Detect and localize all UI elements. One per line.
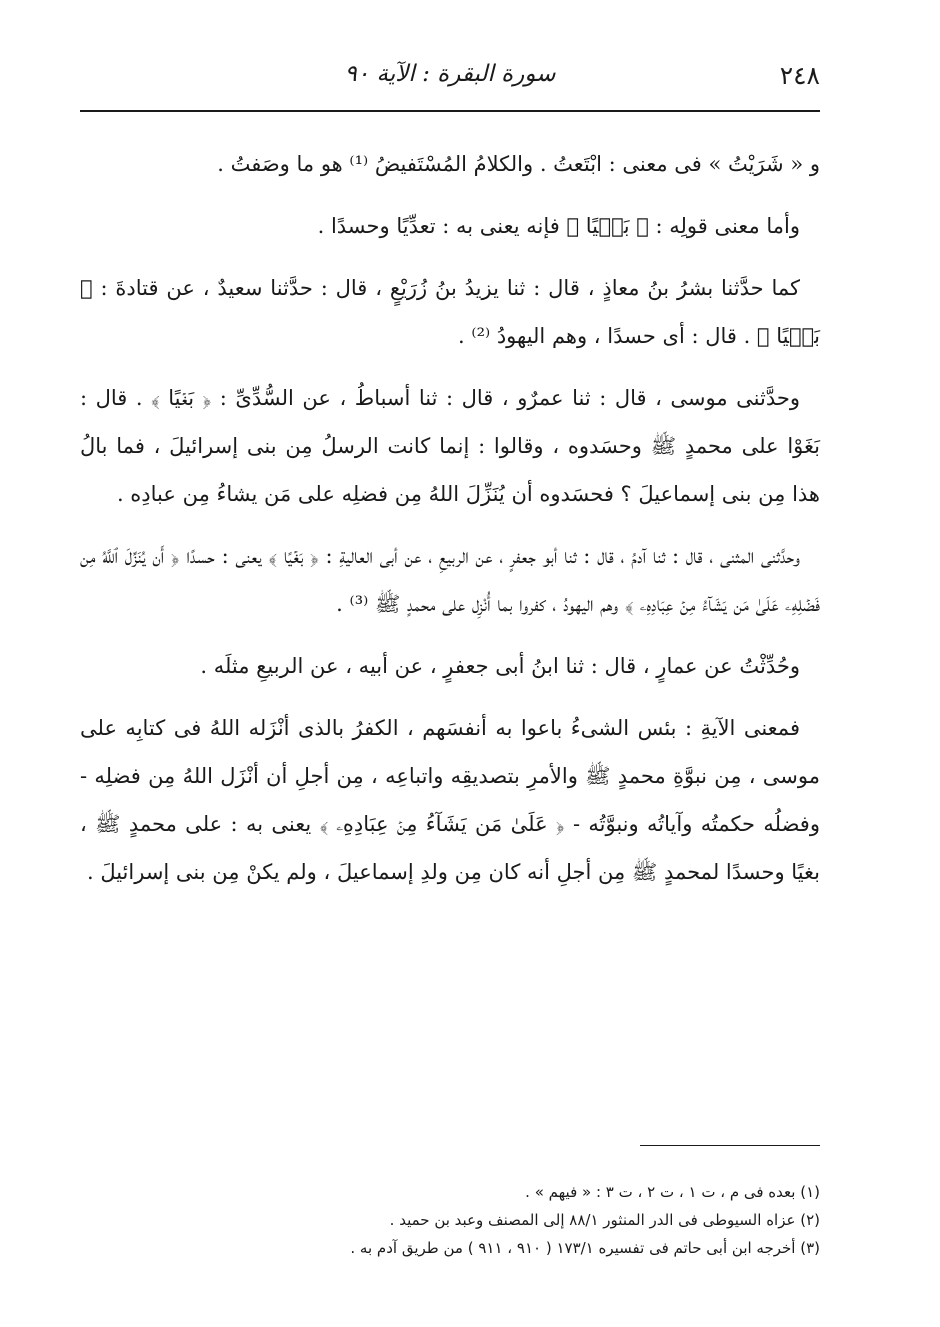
footnote: (٢) عزاه السيوطى فى الدر المنثور ٨٨/١ إلى المصنف وعبد بن حميد . [389, 1211, 820, 1229]
paragraph: وحدَّثنى المثنى ، قال : ثنا آدمُ ، قال : ثنا أبو جعفرٍ ، عن الربيعِ ، عن أبى العاليةِ : ﴿ بَغۡيًا ﴾ يعنى : حسدًا ﴿ أَن يُنَزِّلَ ٱللَّهُ مِن فَضۡلِهِۦ عَلَىٰ مَن يَشَآءُ مِنۡ عِبَادِهِۦ ﴾ وهم اليهودُ ، كفروا بما أُنْزِل على محمدٍ ﷺ ⁽³⁾ . [80, 544, 820, 616]
header-rule [80, 110, 820, 112]
paragraph: وحُدِّثْتُ عن عمارٍ ، قال : ثنا ابنُ أبى جعفرٍ ، عن أبيه ، عن الربيعِ مثلَه . [200, 654, 800, 678]
page-header [80, 55, 820, 100]
footnote-rule [640, 1145, 820, 1146]
footnote: (٣) أخرجه ابن أبى حاتم فى تفسيره ١٧٣/١ ( ٩١٠ ، ٩١١ ) من طريق آدم به . [350, 1239, 820, 1257]
body-text [80, 140, 820, 910]
paragraph: فمعنى الآيةِ : بئس الشىءُ باعوا به أنفسَهم ، الكفرُ بالذى أنْزَله اللهُ فى كتابِه على موسى ، مِن نبوَّةِ محمدٍ ﷺ والأمرِ بتصديقِه واتباعِه ، مِن أجلِ أن أنْزَل اللهُ مِن فضلِه - وفضلُه حكمتُه وآياتُه ونبوَّتُه - ﴿ عَلَىٰ مَن يَشَآءُ مِنۡ عِبَادِهِۦ ﴾ يعنى به : على محمدٍ ﷺ ، بغيًا وحسدًا لمحمدٍ ﷺ مِن أجلِ أنه كان مِن ولدِ إسماعيلَ ، ولم يكنْ مِن بنى إسرائيلَ . [80, 716, 820, 884]
running-title: سورة البقرة : الآية ٩٠ [344, 61, 556, 87]
paragraph: وحدَّثنى موسى ، قال : ثنا عمرٌو ، قال : ثنا أسباطُ ، عن السُّدِّىِّ : ﴿ بَغۡيًا ﴾ . قال : بَغَوْا على محمدٍ ﷺ وحسَدوه ، وقالوا : إنما كانت الرسلُ مِن بنى إسرائيلَ ، فما بالُ هذا مِن بنى إسماعيلَ ؟ فحسَدوه أن يُنَزِّلَ اللهُ مِن فضلِه على مَن يشاءُ مِن عبادِه . [80, 386, 820, 506]
footnote: (١) بعده فى م ، ت ١ ، ت ٢ ، ت ٣ : « فيهم » . [525, 1183, 820, 1201]
paragraph: و « شَرَيْتُ » فى معنى : ابْتَعتُ . والكلامُ المُسْتَفيضُ ⁽¹⁾ هو ما وصَفتُ . [217, 152, 820, 176]
paragraph: كما حدَّثنا بشرُ بنُ معاذٍ ، قال : ثنا يزيدُ بنُ زُرَيْعٍ ، قال : حدَّثنا سعيدٌ ، عن قتادةَ : ﴿ بَغۡيًا ﴾ . قال : أى حسدًا ، وهم اليهودُ ⁽²⁾ . [80, 276, 820, 348]
paragraph: وأما معنى قولِه : ﴿ بَغۡيًا ﴾ فإنه يعنى به : تعدِّيًا وحسدًا . [317, 214, 800, 238]
page-number: ٢٤٨ [779, 61, 820, 90]
footnotes [80, 1178, 820, 1262]
